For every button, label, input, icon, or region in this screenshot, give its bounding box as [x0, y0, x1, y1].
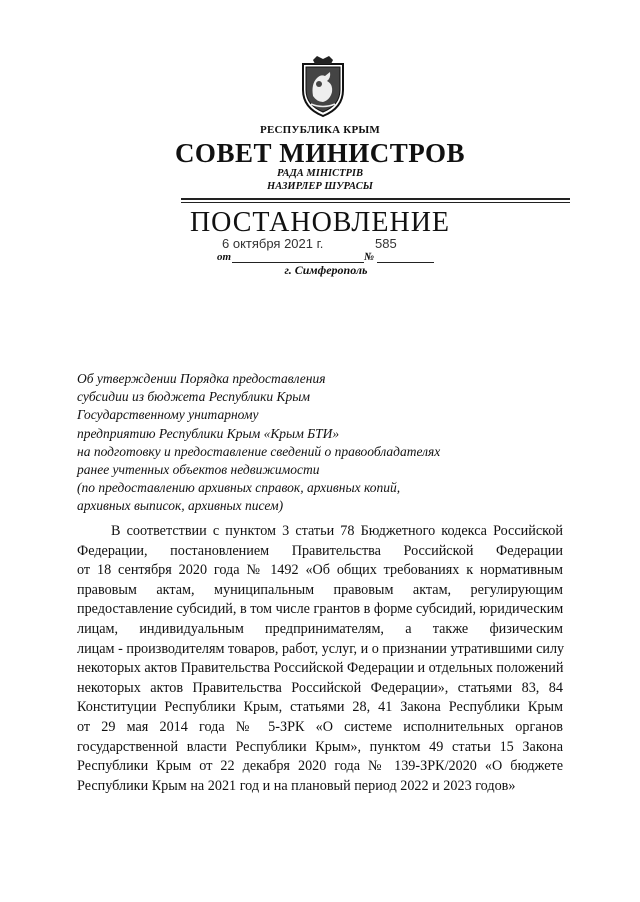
- preamble-line: Республики Крым от 22 декабря 2020 года № 139-ЗРК/2020 «О бюджете: [77, 758, 563, 775]
- preamble-line: от 29 мая 2014 года № 5-ЗРК «О системе исполнительных органов: [77, 718, 563, 735]
- title-line: Об утверждении Порядка предоставления: [77, 371, 326, 386]
- republic-name: РЕСПУБЛИКА КРЫМ: [260, 124, 380, 136]
- preamble-line: В соответствии с пунктом 3 статьи 78 Бюджетного кодекса Российской: [111, 523, 563, 539]
- preamble-line: предоставление субсидий, в том числе грантов в форме субсидий, юридическим: [77, 601, 564, 618]
- preamble-line: правовым актам, муниципальным правовым актам, регулирующим: [77, 581, 563, 598]
- crimea-coat-of-arms-icon: [297, 56, 349, 118]
- handwritten-date: 6 октября 2021 г.: [222, 236, 324, 251]
- council-name-crimean-tatar: НАЗИРЛЕР ШУРАСЫ: [267, 181, 373, 192]
- handwritten-number: 585: [375, 236, 397, 251]
- council-name-ukrainian: РАДА МІНІСТРІВ: [276, 168, 364, 179]
- title-line: Государственному унитарному: [77, 407, 259, 423]
- title-line: (по предоставлению архивных справок, архивных копий,: [77, 480, 401, 496]
- preamble-line: от 18 сентября 2020 года № 1492 «Об общих требованиях к нормативным: [77, 562, 563, 579]
- title-line: архивных выписок, архивных писем): [77, 498, 284, 514]
- preamble-line: Республики Крым на 2021 год и на плановый период 2022 и 2023 годов»: [77, 777, 516, 794]
- header-rule-thick: [181, 198, 570, 200]
- preamble-line: некоторых актов Правительства Российской Федерации», статьями 83, 84: [77, 679, 563, 696]
- preamble-line: лицам, индивидуальным предпринимателям, а также физическим: [77, 620, 563, 637]
- title-line: предприятию Республики Крым «Крым БТИ»: [77, 425, 340, 441]
- preamble-line: государственной власти Республики Крым», пунктом 49 статьи 15 Закона: [77, 738, 563, 755]
- city: г. Симферополь: [284, 263, 368, 277]
- header-rule-thin: [181, 202, 570, 203]
- preamble-line: Федерации, постановлением Правительства Российской Федерации: [77, 542, 563, 559]
- number-label: №: [364, 251, 375, 263]
- preamble-line: некоторых актов Правительства Российской Федерации и отдельных положений: [77, 660, 564, 677]
- title-line: ранее учтенных объектов недвижимости: [77, 462, 320, 478]
- preamble-line: лицам - производителям товаров, работ, услуг, и о признании утратившими силу: [77, 640, 565, 657]
- council-name: СОВЕТ МИНИСТРОВ: [174, 138, 466, 168]
- title-line: субсидии из бюджета Республики Крым: [77, 389, 311, 405]
- date-label: от: [217, 251, 232, 263]
- preamble-line: Конституции Республики Крым, статьями 28, 41 Закона Республики Крым: [77, 699, 563, 716]
- title-line: на подготовку и предоставление сведений о правообладателях: [77, 443, 441, 459]
- resolution-title: [77, 370, 537, 516]
- document-type: ПОСТАНОВЛЕНИЕ: [189, 207, 451, 238]
- preamble-paragraph: [77, 522, 563, 796]
